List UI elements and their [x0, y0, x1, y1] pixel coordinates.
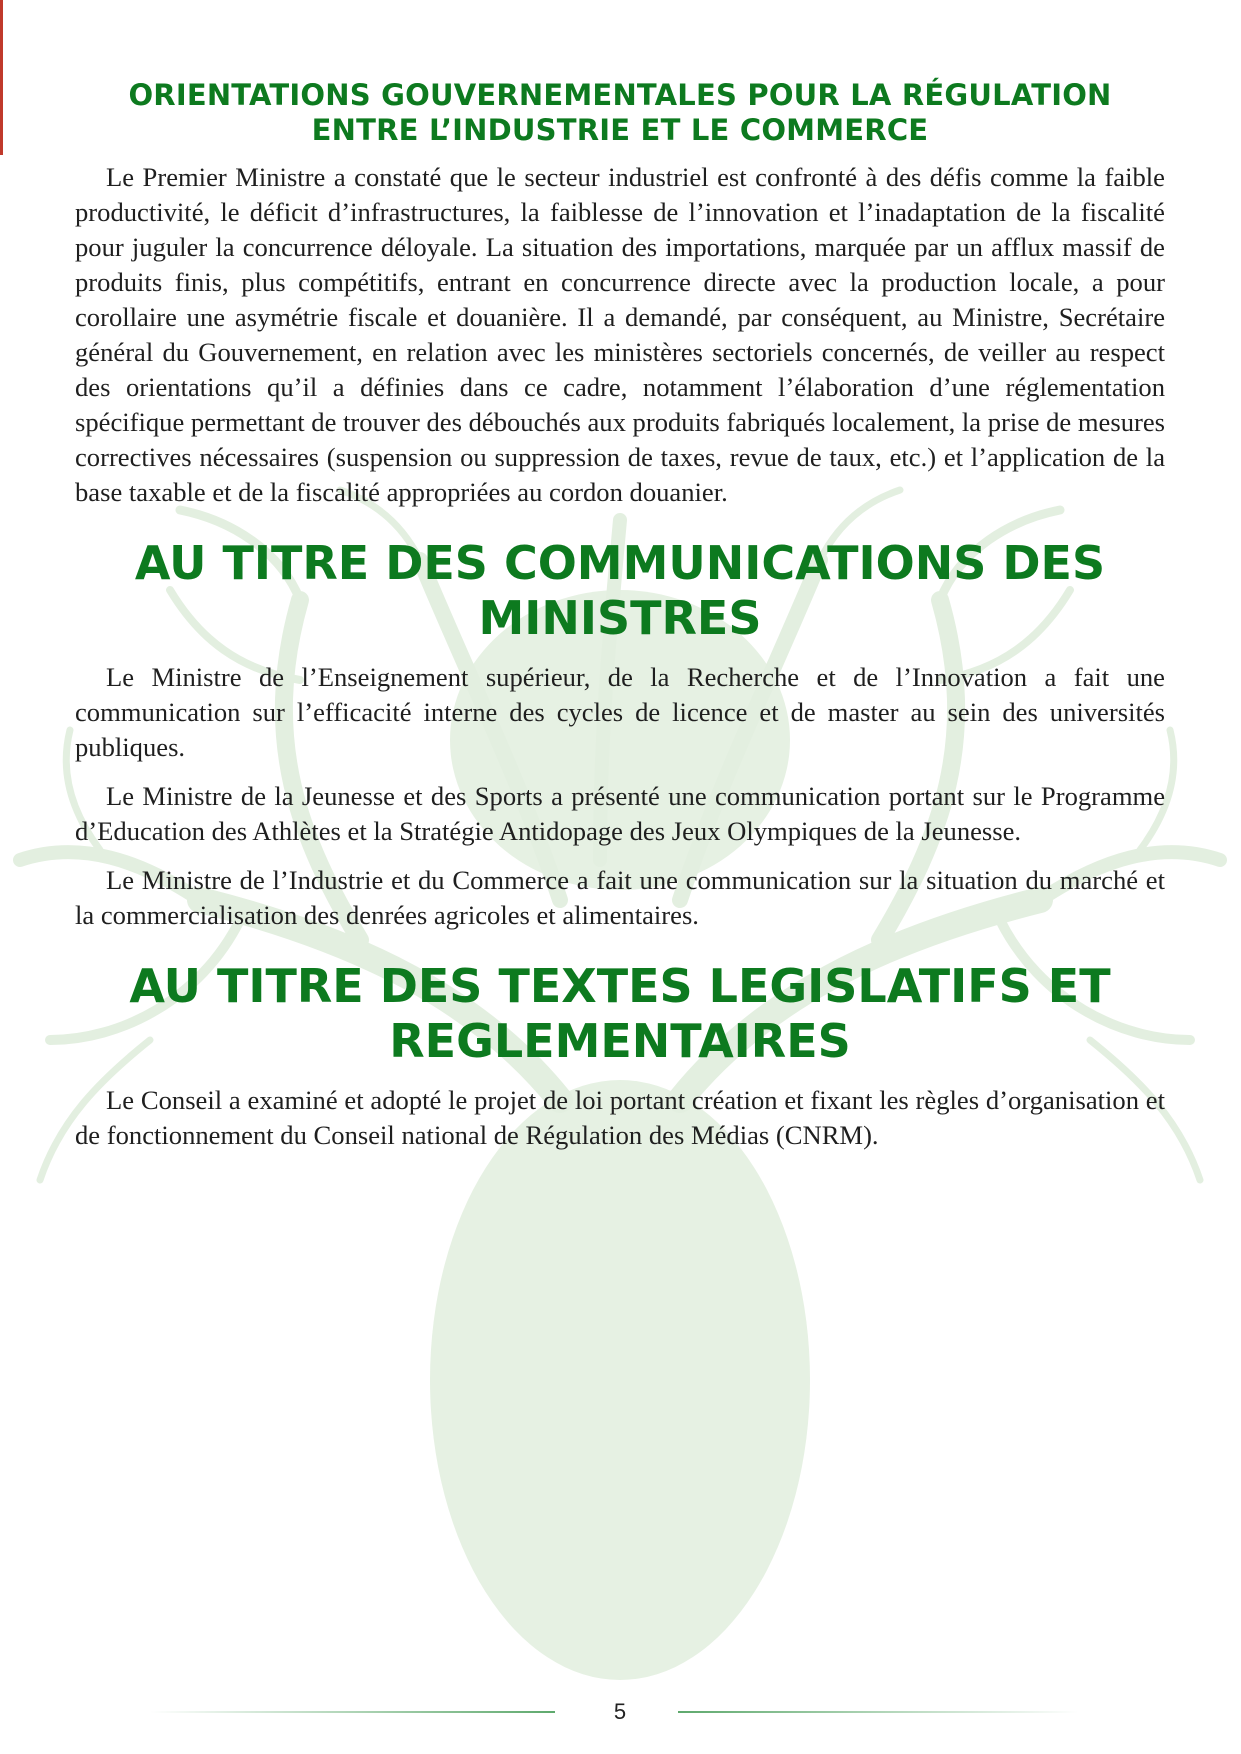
page-footer	[0, 1697, 1241, 1727]
section-heading-orientations: ORIENTATIONS GOUVERNEMENTALES POUR LA RÉGULATION ENTRE L’INDUSTRIE ET LE COMMERCE	[128, 78, 1112, 147]
paragraph-orientations: Le Premier Ministre a constaté que le secteur industriel est confronté à des défis comme la faible productivité, le déficit d’infrastructures, la faiblesse de l’innovation et l’inadaptation de la fiscalité pour juguler la concurrence déloyale. La situation des importations, marquée par un afflux massif de produits finis, plus compétitifs, entrant en concurrence directe avec la production locale, a pour corollaire une asymétrie fiscale et douanière. Il a demandé, par conséquent, au Ministre, Secrétaire général du Gouvernement, en relation avec les ministères sectoriels concernés, de veiller au respect des orientations qu’il a définies dans ce cadre, notamment l’élaboration d’une réglementation spécifique permettant de trouver des débouchés aux produits fabriqués localement, la prise de mesures correctives nécessaires (suspension ou suppression de taxes, revue de taux, etc.) et l’application de la base taxable et de la fiscalité appropriées au cordon douanier.	[75, 162, 1165, 507]
page-number: 5	[613, 1699, 627, 1724]
paragraph-communication-jeunesse: Le Ministre de la Jeunesse et des Sports a présenté une communication portant sur le Programme d’Education des Athlètes et la Stratégie Antidopage des Jeux Olympiques de la Jeunesse.	[75, 781, 1165, 846]
paragraph-communication-industrie: Le Ministre de l’Industrie et du Commerce a fait une communication sur la situation du marché et la commercialisation des denrées agricoles et alimentaires.	[75, 865, 1165, 930]
left-edge-accent	[0, 0, 3, 155]
document-body	[75, 78, 1165, 1167]
footer-rule-left	[150, 1711, 555, 1713]
section-heading-textes: AU TITRE DES TEXTES LEGISLATIFS ET REGLEMENTAIRES	[129, 959, 1111, 1068]
paragraph-textes-cnrm: Le Conseil a examiné et adopté le projet de loi portant création et fixant les règles d’organisation et de fonctionnement du Conseil national de Régulation des Médias (CNRM).	[75, 1085, 1165, 1150]
paragraph-communication-enseignement: Le Ministre de l’Enseignement supérieur, de la Recherche et de l’Innovation a fait une communication sur l’efficacité interne des cycles de licence et de master au sein des universités publiques.	[75, 662, 1165, 762]
section-heading-communications: AU TITRE DES COMMUNICATIONS DES MINISTRES	[134, 536, 1106, 645]
footer-rule-right	[678, 1711, 1078, 1713]
